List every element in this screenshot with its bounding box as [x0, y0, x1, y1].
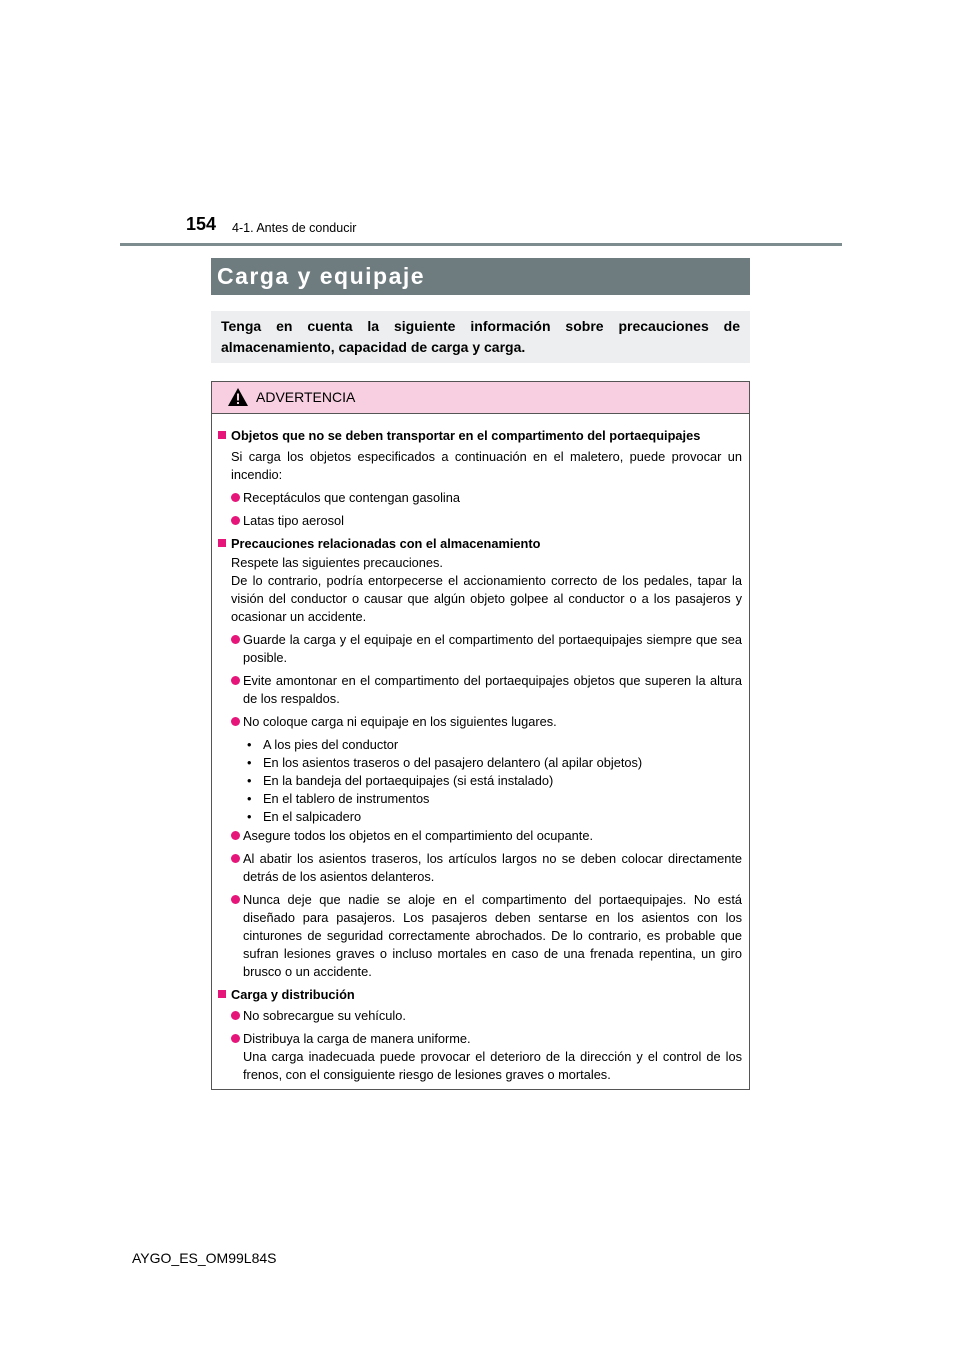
sub-item: • En el tablero de instrumentos — [247, 791, 430, 806]
circle-bullet-icon — [231, 895, 240, 904]
bullet-item: Al abatir los asientos traseros, los artículos largos no se deben colocar directamente detrás de los asientos delanteros. — [218, 850, 742, 886]
bullet-item: Nunca deje que nadie se aloje en el compartimento del portaequipajes. No está diseñado para pasajeros. Los pasajeros deben sentarse en los asientos con los cinturones de seguridad correctamente abrochados. De lo contrario, es probable que sufran lesiones graves o incluso mortales en caso de una frenada repentina, un giro brusco o un accidente. — [218, 891, 742, 981]
bullet-item: Asegure todos los objetos en el compartimiento del ocupante. — [218, 827, 742, 845]
document-footer: AYGO_ES_OM99L84S — [132, 1250, 277, 1266]
warning-heading: Precauciones relacionadas con el almacenamiento — [218, 535, 742, 553]
paragraph: De lo contrario, podría entorpecerse el accionamiento correcto de los pedales, tapar la visión del conductor o causar que algún objeto golpee al conductor o a los pasajeros y ocasionar un accidente. — [231, 573, 742, 624]
circle-bullet-icon — [231, 493, 240, 502]
circle-bullet-icon — [231, 1034, 240, 1043]
square-bullet-icon — [218, 431, 226, 439]
bullet-item: No coloque carga ni equipaje en los siguientes lugares. — [218, 713, 742, 731]
bullet-item: Evite amontonar en el compartimento del portaequipajes objetos que superen la altura de los respaldos. — [218, 672, 742, 708]
paragraph: Si carga los objetos especificados a continuación en el maletero, puede provocar un incendio: — [231, 449, 742, 482]
bullet-item: No sobrecargue su vehículo. — [218, 1007, 742, 1025]
warning-triangle-icon — [227, 387, 249, 407]
circle-bullet-icon — [231, 831, 240, 840]
warning-heading: Objetos que no se deben transportar en el compartimento del portaequipajes — [218, 427, 742, 445]
circle-bullet-icon — [231, 854, 240, 863]
circle-bullet-icon — [231, 676, 240, 685]
bullet-item: Guarde la carga y el equipaje en el compartimento del portaequipajes siempre que sea posible. — [218, 631, 742, 667]
section-reference: 4-1. Antes de conducir — [232, 221, 357, 235]
circle-bullet-icon — [231, 516, 240, 525]
sub-item: • A los pies del conductor — [247, 737, 399, 752]
bullet-item: Receptáculos que contengan gasolina — [218, 489, 742, 507]
bullet-item: Distribuya la carga de manera uniforme. — [218, 1030, 742, 1048]
circle-bullet-icon — [231, 717, 240, 726]
warning-heading: Carga y distribución — [218, 986, 742, 1004]
paragraph: Una carga inadecuada puede provocar el deterioro de la dirección y el control de los frenos, con el consiguiente riesgo de lesiones graves o mortales. — [243, 1049, 742, 1082]
bullet-item: Latas tipo aerosol — [218, 512, 742, 530]
warning-label: ADVERTENCIA — [256, 389, 356, 405]
header-rule — [120, 243, 842, 246]
page-number: 154 — [186, 214, 217, 234]
sub-item: • En los asientos traseros o del pasajero delantero (al apilar objetos) — [247, 755, 643, 770]
page-title: Carga y equipaje — [211, 258, 750, 295]
paragraph: Respete las siguientes precauciones. — [231, 555, 443, 570]
circle-bullet-icon — [231, 635, 240, 644]
warning-header — [212, 382, 749, 414]
circle-bullet-icon — [231, 1011, 240, 1020]
sub-item: • En la bandeja del portaequipajes (si está instalado) — [247, 773, 554, 788]
square-bullet-icon — [218, 539, 226, 547]
sub-item: • En el salpicadero — [247, 809, 362, 824]
intro-box: Tenga en cuenta la siguiente información sobre precauciones de almacenamiento, capacidad de carga y carga. — [211, 311, 750, 363]
warning-box — [211, 381, 750, 1090]
square-bullet-icon — [218, 990, 226, 998]
warning-body — [212, 414, 749, 1084]
